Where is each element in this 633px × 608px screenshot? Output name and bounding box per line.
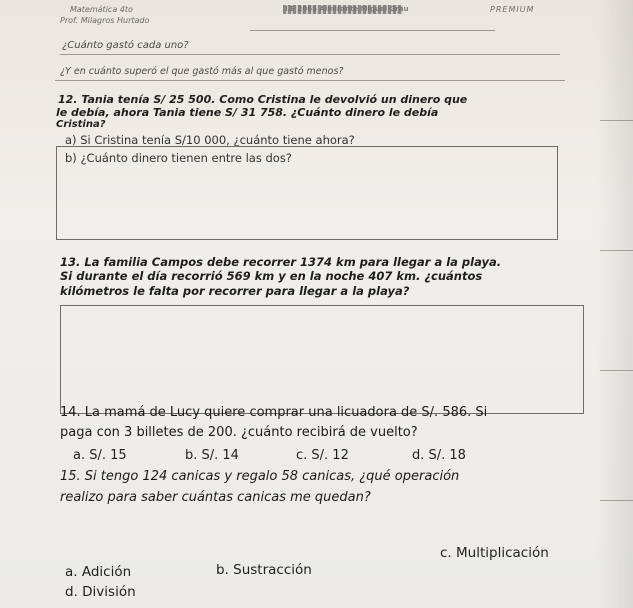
- q13-line1: 13. La familia Campos debe recorrer 1374 km para llegar a la playa.: [60, 255, 502, 269]
- q13-line3: kilómetros le falta por recorrer para llegar a la playa?: [60, 284, 410, 298]
- q13-answer-box[interactable]: [60, 305, 584, 414]
- q12-answer-box[interactable]: [56, 146, 558, 240]
- q14-option-c[interactable]: c. S/. 12: [296, 448, 349, 463]
- school-stamp-text: I.E 2065 Almirante Miguel Grau: [285, 5, 409, 13]
- q14-option-d[interactable]: d. S/. 18: [412, 448, 466, 463]
- q11-rule-b: [55, 80, 565, 81]
- q12-line1: 12. Tania tenía S/ 25 500. Como Cristina le devolvió un dinero que: [58, 93, 468, 106]
- q12-line3: Cristina?: [56, 119, 106, 130]
- header-rule: [250, 30, 495, 31]
- q12-part-b: b) ¿Cuánto dinero tienen entre las dos?: [65, 151, 292, 165]
- q14-line2: paga con 3 billetes de 200. ¿cuánto recibirá de vuelto?: [60, 425, 418, 440]
- q12-line2: le debía, ahora Tania tiene S/ 31 758. ¿Cuánto dinero le debía: [56, 106, 439, 119]
- q13-line2: Si durante el día recorrió 569 km y en la noche 407 km. ¿cuántos: [60, 269, 483, 283]
- school-stamp: [283, 5, 409, 14]
- header-right-label: PREMIUM: [490, 5, 535, 14]
- page-edge-shadow: [597, 0, 633, 608]
- q14-line1: 14. La mamá de Lucy quiere comprar una licuadora de S/. 586. Si: [60, 405, 488, 420]
- q14-option-b[interactable]: b. S/. 14: [185, 448, 239, 463]
- q15-line2: realizo para saber cuántas canicas me quedan?: [60, 490, 371, 505]
- teacher-label: Prof. Milagros Hurtado: [60, 16, 150, 25]
- subject-label: Matemática 4to: [70, 5, 133, 14]
- q11-rule-a: [60, 54, 560, 55]
- q12-part-a: a) Si Cristina tenía S/10 000, ¿cuánto tiene ahora?: [65, 133, 355, 147]
- q11-line-a: ¿Cuánto gastó cada uno?: [62, 40, 189, 51]
- q15-option-d[interactable]: d. División: [65, 584, 136, 600]
- q15-option-a[interactable]: a. Adición: [65, 564, 132, 580]
- q14-option-a[interactable]: a. S/. 15: [73, 448, 127, 463]
- q15-line1: 15. Si tengo 124 canicas y regalo 58 canicas, ¿qué operación: [60, 469, 460, 484]
- q15-option-c[interactable]: c. Multiplicación: [440, 545, 549, 561]
- q15-option-b[interactable]: b. Sustracción: [216, 562, 312, 578]
- q11-line-b: ¿Y en cuánto superó el que gastó más al que gastó menos?: [60, 66, 344, 77]
